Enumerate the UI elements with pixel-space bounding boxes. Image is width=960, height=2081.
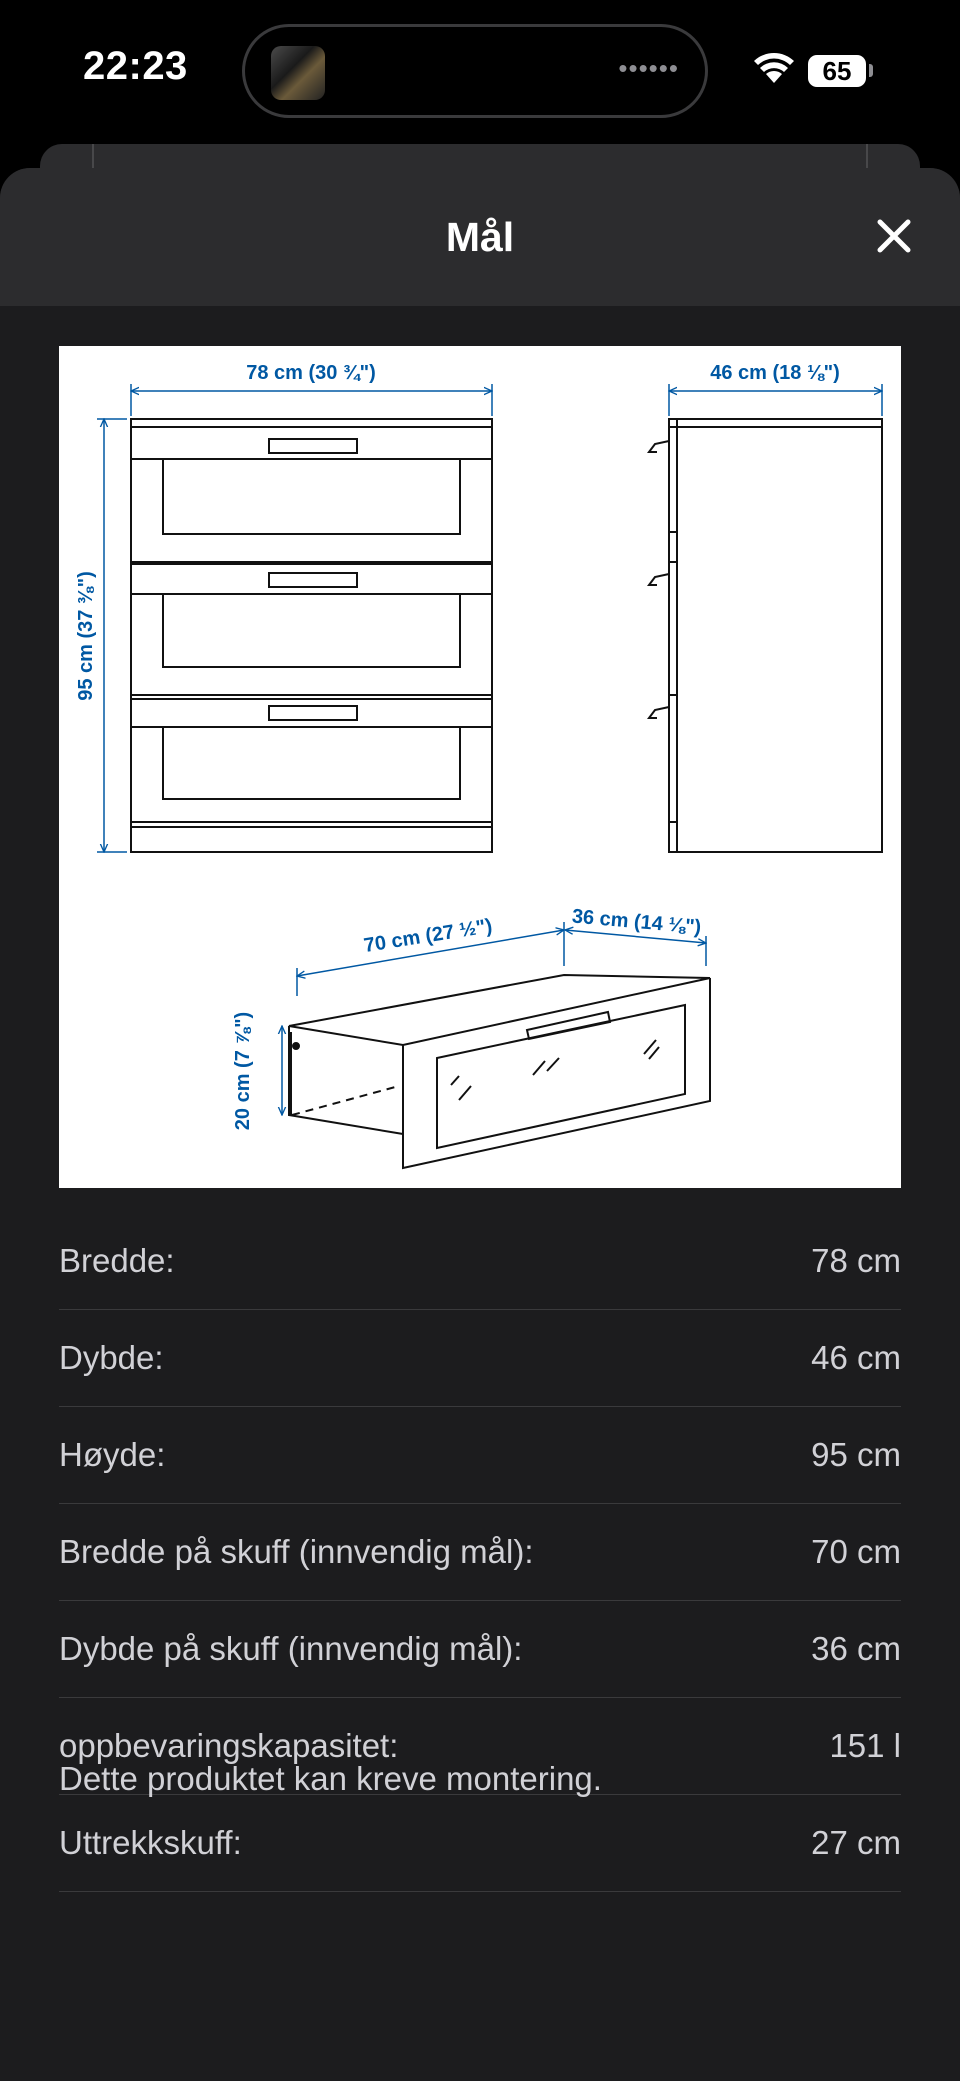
spec-label: Dybde: [59, 1339, 164, 1376]
front-width-label: 78 cm (30 ¾") [246, 362, 376, 384]
spec-row-depth [59, 1310, 901, 1407]
battery-icon: 65 [808, 55, 866, 87]
status-bar [0, 0, 960, 140]
now-playing-artwork-icon [271, 46, 325, 100]
spec-value: 70 cm [811, 1533, 901, 1570]
spec-value: 151 l [829, 1727, 901, 1764]
spec-label: oppbevaringskapasitet: [59, 1727, 399, 1764]
spec-value: 46 cm [811, 1339, 901, 1376]
dynamic-island[interactable] [242, 24, 708, 118]
sheet-header [0, 168, 960, 306]
battery-tip [869, 64, 873, 77]
spec-row-drawer-width [59, 1504, 901, 1601]
spec-row-drawer-extension [59, 1795, 901, 1892]
spec-label: Uttrekkskuff: [59, 1824, 242, 1861]
dimension-drawing [59, 346, 901, 1188]
wifi-icon [752, 50, 796, 86]
spec-value: 78 cm [811, 1242, 901, 1279]
spec-label: Dybde på skuff (innvendig mål): [59, 1630, 523, 1667]
spec-value: 36 cm [811, 1630, 901, 1667]
spec-row-drawer-depth [59, 1601, 901, 1698]
spec-row-width [59, 1213, 901, 1310]
drawer-height-label: 20 cm (7 ⅞") [232, 1011, 254, 1131]
sheet-title: Mål [445, 214, 515, 260]
assembly-note: Dette produktet kan kreve montering. [59, 1760, 602, 1797]
spec-label: Bredde på skuff (innvendig mål): [59, 1533, 534, 1570]
spec-value: 27 cm [811, 1824, 901, 1861]
side-depth-label: 46 cm (18 ⅛") [710, 362, 840, 384]
spec-value: 95 cm [811, 1436, 901, 1473]
close-icon [864, 206, 924, 266]
spec-label: Bredde: [59, 1242, 175, 1279]
close-button[interactable] [864, 206, 924, 266]
audio-waveform-icon: •••••• [618, 53, 679, 83]
drawer-depth-label: 36 cm (14 ⅛") [571, 905, 703, 939]
spec-label: Høyde: [59, 1436, 166, 1473]
height-label: 95 cm (37 ⅜") [75, 571, 97, 701]
spec-row-height [59, 1407, 901, 1504]
status-time: 22:23 [83, 44, 188, 88]
dimension-diagram [59, 346, 901, 1188]
drawer-width-label: 70 cm (27 ½") [362, 915, 494, 958]
